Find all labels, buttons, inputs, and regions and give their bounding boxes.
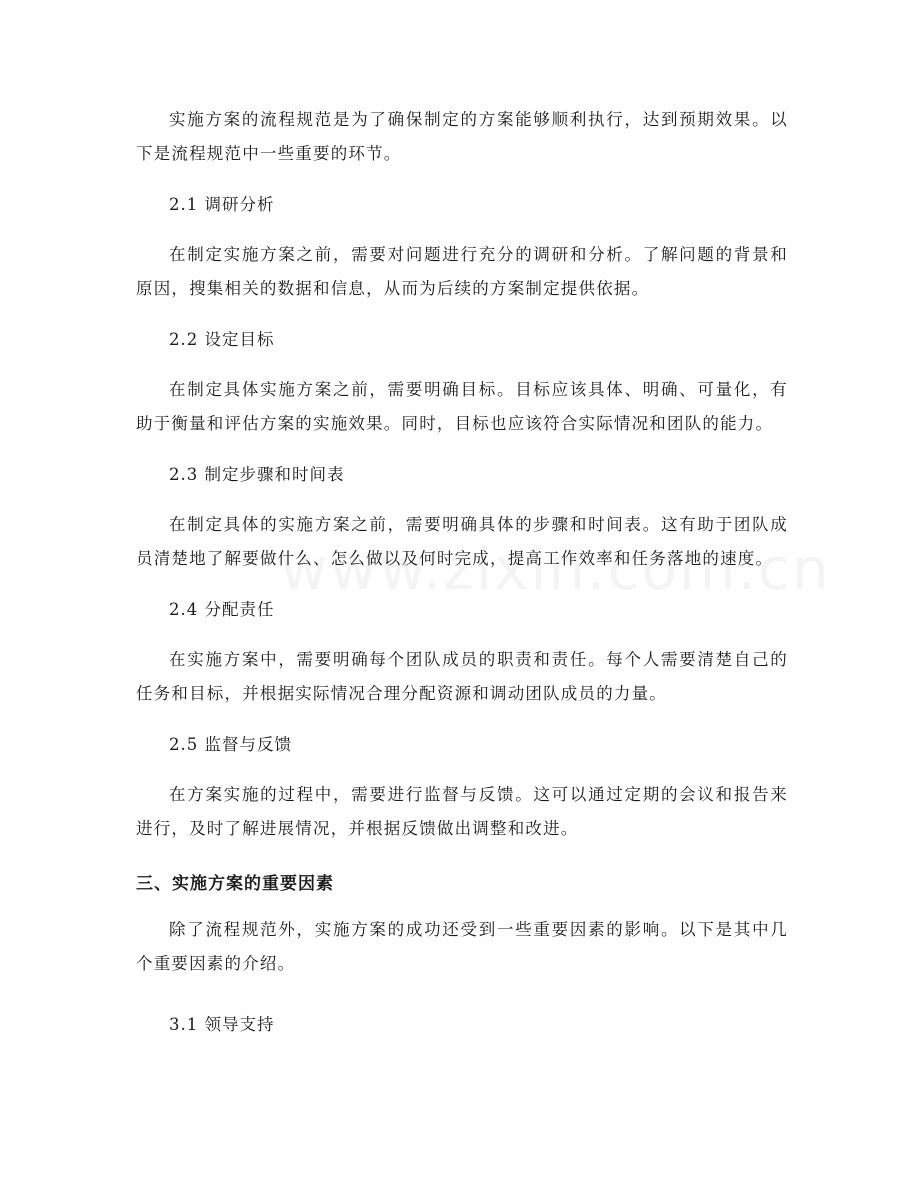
section-body-2-4: 在实施方案中，需要明确每个团队成员的职责和责任。每个人需要清楚自己的任务和目标，并根据实际情况合理分配资源和调动团队成员的力量。 — [136, 650, 788, 703]
chapter-heading: 三、实施方案的重要因素 — [136, 874, 334, 894]
intro-paragraph: 实施方案的流程规范是为了确保制定的方案能够顺利执行，达到预期效果。以下是流程规范中一些重要的环节。 — [136, 110, 788, 163]
section-title-3-1: 3.1 领导支持 — [169, 1015, 275, 1034]
chapter-intro-paragraph: 除了流程规范外，实施方案的成功还受到一些重要因素的影响。以下是其中几个重要因素的介绍。 — [136, 920, 788, 973]
section-body-2-3: 在制定具体的实施方案之前，需要明确具体的步骤和时间表。这有助于团队成员清楚地了解要做什么、怎么做以及何时完成，提高工作效率和任务落地的速度。 — [136, 515, 788, 568]
section-body-2-5: 在方案实施的过程中，需要进行监督与反馈。这可以通过定期的会议和报告来进行，及时了解进展情况，并根据反馈做出调整和改进。 — [136, 785, 788, 838]
section-title-2-2: 2.2 设定目标 — [169, 330, 275, 349]
section-body-2-1: 在制定实施方案之前，需要对问题进行充分的调研和分析。了解问题的背景和原因，搜集相关的数据和信息，从而为后续的方案制定提供依据。 — [136, 245, 788, 298]
section-body-2-2: 在制定具体实施方案之前，需要明确目标。目标应该具体、明确、可量化，有助于衡量和评估方案的实施效果。同时，目标也应该符合实际情况和团队的能力。 — [136, 380, 788, 433]
section-title-2-1: 2.1 调研分析 — [169, 195, 275, 214]
section-title-2-5: 2.5 监督与反馈 — [169, 735, 292, 754]
section-title-2-4: 2.4 分配责任 — [169, 600, 275, 619]
section-title-2-3: 2.3 制定步骤和时间表 — [169, 465, 345, 484]
